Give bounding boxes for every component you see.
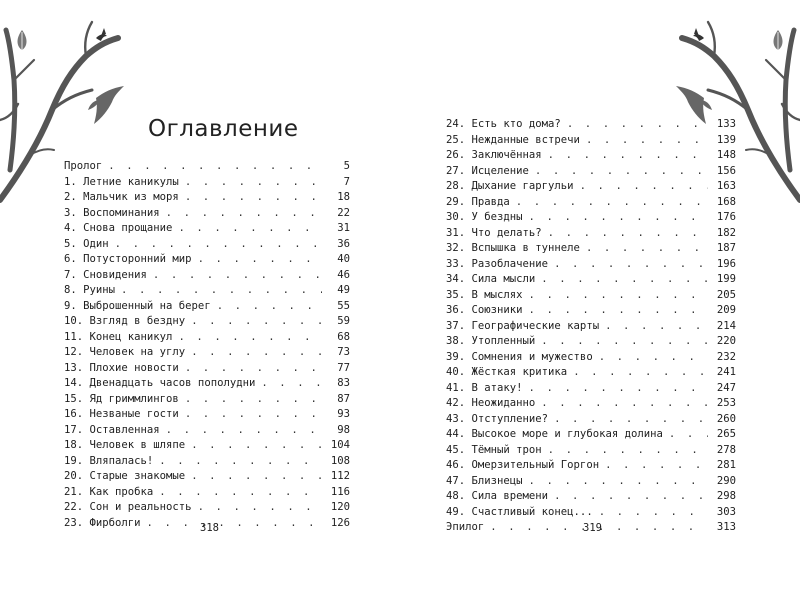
toc-entry-title: 8. Руины bbox=[64, 284, 116, 296]
dot-leader bbox=[147, 516, 322, 532]
toc-entry-page: 73 bbox=[337, 346, 350, 358]
toc-entry bbox=[64, 330, 350, 346]
dot-leader bbox=[541, 396, 708, 412]
toc-entry-page: 313 bbox=[716, 521, 736, 533]
dot-leader bbox=[669, 427, 708, 443]
toc-entry-page: 87 bbox=[337, 392, 350, 405]
toc-entry-page: 176 bbox=[716, 211, 736, 223]
toc-list-left bbox=[64, 159, 350, 531]
toc-entry bbox=[64, 206, 350, 222]
toc-entry-page: 40 bbox=[337, 253, 350, 265]
toc-entry-page: 93 bbox=[337, 408, 350, 420]
toc-entry bbox=[446, 226, 736, 242]
dot-leader bbox=[586, 133, 708, 149]
toc-entry bbox=[446, 427, 736, 443]
toc-entry-title: 35. В мыслях bbox=[446, 288, 523, 301]
toc-entry bbox=[446, 319, 736, 335]
toc-entry-title: 46. Омерзительный Горгон bbox=[446, 459, 600, 471]
dot-leader bbox=[153, 268, 322, 284]
toc-entry-page: 187 bbox=[716, 242, 736, 254]
toc-entry-page: 205 bbox=[716, 288, 736, 301]
dot-leader bbox=[599, 350, 708, 366]
toc-entry-title: 17. Оставленная bbox=[64, 423, 160, 436]
toc-entry-title: 10. Взгляд в бездну bbox=[64, 315, 186, 327]
toc-entry-page: 5 bbox=[343, 160, 350, 172]
dot-leader bbox=[535, 164, 708, 180]
toc-entry-title: 34. Сила мысли bbox=[446, 273, 536, 285]
toc-entry-title: 5. Один bbox=[64, 237, 109, 250]
dot-leader bbox=[529, 474, 708, 490]
toc-entry bbox=[446, 489, 736, 505]
dot-leader bbox=[108, 159, 322, 175]
toc-entry bbox=[446, 288, 736, 304]
toc-entry bbox=[64, 237, 350, 253]
toc-entry bbox=[64, 423, 350, 439]
toc-entry-title: 6. Потусторонний мир bbox=[64, 253, 192, 265]
toc-entry-title: 16. Незваные гости bbox=[64, 408, 179, 420]
dot-leader bbox=[178, 330, 322, 346]
toc-entry-page: 59 bbox=[337, 315, 350, 327]
toc-entry-page: 139 bbox=[716, 133, 736, 146]
dot-leader bbox=[185, 407, 322, 423]
toc-entry bbox=[64, 190, 350, 206]
dot-leader bbox=[548, 443, 708, 459]
dot-leader bbox=[529, 288, 708, 304]
dot-leader bbox=[185, 175, 322, 191]
toc-entry bbox=[446, 458, 736, 474]
toc-entry bbox=[64, 469, 350, 485]
dot-leader bbox=[529, 210, 708, 226]
right-page bbox=[400, 0, 800, 600]
dot-leader bbox=[548, 148, 708, 164]
toc-entry-title: 4. Снова прощание bbox=[64, 222, 173, 234]
dot-leader bbox=[159, 454, 322, 470]
dot-leader bbox=[554, 489, 708, 505]
dot-leader bbox=[554, 412, 708, 428]
toc-entry-title: 15. Яд гриммлингов bbox=[64, 392, 179, 405]
toc-entry bbox=[64, 361, 350, 377]
toc-entry-title: 23. Фирболги bbox=[64, 516, 141, 529]
toc-entry-title: 43. Отступление? bbox=[446, 412, 549, 425]
toc-entry-title: 1. Летние каникулы bbox=[64, 175, 179, 188]
toc-entry-page: 49 bbox=[337, 284, 350, 296]
dot-leader bbox=[115, 237, 322, 253]
toc-entry-title: Пролог bbox=[64, 160, 103, 172]
toc-entry-page: 253 bbox=[716, 397, 736, 409]
dot-leader bbox=[261, 376, 322, 392]
toc-entry bbox=[446, 350, 736, 366]
bird-icon bbox=[693, 28, 704, 41]
toc-entry-title: 14. Двенадцать часов пополудни bbox=[64, 377, 256, 389]
toc-entry-page: 7 bbox=[343, 175, 350, 188]
toc-entry bbox=[64, 268, 350, 284]
toc-entry-title: 20. Старые знакомые bbox=[64, 470, 186, 482]
toc-entry-title: 36. Союзники bbox=[446, 304, 523, 316]
toc-entry-page: 168 bbox=[716, 195, 736, 208]
toc-entry-title: 29. Правда bbox=[446, 195, 510, 208]
dot-leader bbox=[541, 272, 708, 288]
toc-entry-page: 199 bbox=[716, 273, 736, 285]
dot-leader bbox=[191, 314, 322, 330]
swallow-icon bbox=[88, 86, 124, 124]
dot-leader bbox=[166, 206, 322, 222]
toc-entry bbox=[64, 345, 350, 361]
toc-entry bbox=[64, 314, 350, 330]
toc-entry-title: 27. Исцеление bbox=[446, 164, 529, 177]
toc-entry-page: 116 bbox=[330, 485, 350, 498]
toc-entry-page: 126 bbox=[330, 516, 350, 529]
toc-entry-title: 28. Дыхание гаргульи bbox=[446, 180, 574, 192]
dot-leader bbox=[121, 283, 322, 299]
toc-entry-title: 7. Сновидения bbox=[64, 268, 147, 281]
dot-leader bbox=[178, 221, 322, 237]
dot-leader bbox=[605, 319, 708, 335]
toc-entry-page: 232 bbox=[716, 350, 736, 363]
toc-entry-title: 12. Человек на углу bbox=[64, 346, 186, 358]
toc-entry-page: 298 bbox=[716, 490, 736, 502]
dot-leader bbox=[185, 361, 322, 377]
toc-entry bbox=[446, 133, 736, 149]
toc-entry-title: 13. Плохие новости bbox=[64, 361, 179, 374]
toc-entry-title: 39. Сомнения и мужество bbox=[446, 350, 593, 363]
dot-leader bbox=[541, 334, 708, 350]
toc-entry-page: 55 bbox=[337, 299, 350, 312]
toc-entry bbox=[446, 210, 736, 226]
toc-entry-page: 36 bbox=[337, 237, 350, 250]
toc-entry bbox=[64, 500, 350, 516]
dot-leader bbox=[567, 117, 708, 133]
toc-entry-title: 45. Тёмный трон bbox=[446, 443, 542, 456]
toc-entry-page: 77 bbox=[337, 361, 350, 374]
toc-entry-page: 220 bbox=[716, 335, 736, 347]
toc-entry-title: 22. Сон и реальность bbox=[64, 501, 192, 513]
toc-entry-page: 278 bbox=[716, 443, 736, 456]
dot-leader bbox=[554, 257, 708, 273]
toc-entry bbox=[446, 195, 736, 211]
toc-entry bbox=[446, 241, 736, 257]
toc-entry bbox=[446, 334, 736, 350]
toc-entry-page: 108 bbox=[330, 454, 350, 467]
toc-entry-title: 25. Нежданные встречи bbox=[446, 133, 580, 146]
toc-entry-page: 281 bbox=[716, 459, 736, 471]
dot-leader bbox=[529, 381, 708, 397]
dot-leader bbox=[191, 438, 322, 454]
toc-entry-title: 32. Вспышка в туннеле bbox=[446, 242, 580, 254]
toc-entry bbox=[446, 474, 736, 490]
toc-entry bbox=[446, 148, 736, 164]
leaf-icon bbox=[18, 30, 27, 50]
leaf-icon bbox=[774, 30, 783, 50]
toc-entry-page: 98 bbox=[337, 423, 350, 436]
dot-leader bbox=[185, 190, 322, 206]
toc-entry bbox=[446, 164, 736, 180]
toc-entry-page: 112 bbox=[330, 470, 350, 482]
dot-leader bbox=[166, 423, 322, 439]
toc-entry-title: 11. Конец каникул bbox=[64, 330, 173, 343]
toc-entry-title: 49. Счастливый конец... bbox=[446, 505, 593, 518]
toc-entry-page: 156 bbox=[716, 164, 736, 177]
toc-entry-page: 209 bbox=[716, 304, 736, 316]
toc-entry bbox=[64, 252, 350, 268]
toc-entry bbox=[446, 303, 736, 319]
toc-entry bbox=[446, 117, 736, 133]
toc-entry-page: 303 bbox=[716, 505, 736, 518]
toc-entry-title: 33. Разоблачение bbox=[446, 257, 549, 270]
toc-entry bbox=[64, 221, 350, 237]
dot-leader bbox=[599, 505, 708, 521]
toc-entry bbox=[446, 179, 736, 195]
toc-entry-page: 31 bbox=[337, 222, 350, 234]
toc-entry-page: 260 bbox=[716, 412, 736, 425]
dot-leader bbox=[586, 241, 708, 257]
toc-entry-page: 46 bbox=[337, 268, 350, 281]
toc-entry-title: 2. Мальчик из моря bbox=[64, 191, 179, 203]
toc-entry-page: 265 bbox=[716, 428, 736, 440]
toc-entry bbox=[64, 392, 350, 408]
dot-leader bbox=[191, 345, 322, 361]
dot-leader bbox=[198, 252, 322, 268]
toc-entry-title: 9. Выброшенный на берег bbox=[64, 299, 211, 312]
toc-entry-page: 182 bbox=[716, 226, 736, 239]
toc-entry-title: 19. Вляпалась! bbox=[64, 454, 154, 467]
toc-entry-page: 22 bbox=[337, 206, 350, 219]
toc-entry bbox=[446, 272, 736, 288]
toc-entry-page: 163 bbox=[716, 180, 736, 192]
toc-entry bbox=[64, 283, 350, 299]
toc-entry-title: 38. Утопленный bbox=[446, 335, 536, 347]
toc-entry-title: 42. Неожиданно bbox=[446, 397, 536, 409]
page-number-left: 318 bbox=[200, 522, 219, 534]
dot-leader bbox=[159, 485, 322, 501]
toc-entry-page: 18 bbox=[337, 191, 350, 203]
toc-entry bbox=[64, 407, 350, 423]
toc-entry-page: 247 bbox=[716, 381, 736, 394]
dot-leader bbox=[191, 469, 322, 485]
page-number-right: 319 bbox=[583, 522, 602, 534]
toc-entry bbox=[64, 299, 350, 315]
dot-leader bbox=[548, 226, 708, 242]
toc-entry-title: 31. Что делать? bbox=[446, 226, 542, 239]
bird-icon bbox=[96, 28, 107, 41]
toc-entry-title: 30. У бездны bbox=[446, 211, 523, 223]
toc-entry bbox=[446, 381, 736, 397]
toc-entry bbox=[446, 365, 736, 381]
toc-entry-page: 133 bbox=[716, 118, 736, 130]
toc-entry-title: Эпилог bbox=[446, 521, 485, 533]
toc-entry bbox=[446, 505, 736, 521]
dot-leader bbox=[217, 299, 322, 315]
toc-entry-page: 148 bbox=[716, 149, 736, 161]
toc-entry bbox=[446, 257, 736, 273]
toc-entry bbox=[446, 396, 736, 412]
toc-entry bbox=[446, 412, 736, 428]
toc-entry-title: 40. Жёсткая критика bbox=[446, 366, 568, 378]
dot-leader bbox=[198, 500, 322, 516]
toc-entry-title: 21. Как пробка bbox=[64, 485, 154, 498]
toc-entry-page: 196 bbox=[716, 257, 736, 270]
toc-entry-title: 24. Есть кто дома? bbox=[446, 118, 561, 130]
toc-entry bbox=[64, 159, 350, 175]
toc-entry-title: 3. Воспоминания bbox=[64, 206, 160, 219]
toc-entry-page: 214 bbox=[716, 319, 736, 332]
toc-entry bbox=[64, 485, 350, 501]
toc-title: Оглавление bbox=[148, 116, 299, 142]
toc-entry bbox=[64, 438, 350, 454]
toc-entry bbox=[64, 454, 350, 470]
toc-entry-title: 44. Высокое море и глубокая долина bbox=[446, 428, 663, 440]
toc-entry-page: 68 bbox=[337, 330, 350, 343]
toc-entry-page: 241 bbox=[716, 366, 736, 378]
toc-entry-page: 290 bbox=[716, 474, 736, 487]
toc-entry-title: 48. Сила времени bbox=[446, 490, 549, 502]
toc-entry-title: 26. Заключённая bbox=[446, 149, 542, 161]
toc-entry bbox=[64, 175, 350, 191]
toc-entry-title: 37. Географические карты bbox=[446, 319, 600, 332]
toc-entry-page: 83 bbox=[337, 377, 350, 389]
toc-entry-title: 41. В атаку! bbox=[446, 381, 523, 394]
dot-leader bbox=[605, 458, 708, 474]
toc-entry-title: 47. Близнецы bbox=[446, 474, 523, 487]
toc-entry bbox=[64, 376, 350, 392]
toc-entry-page: 104 bbox=[330, 439, 350, 451]
toc-list-right bbox=[446, 117, 736, 536]
dot-leader bbox=[516, 195, 708, 211]
dot-leader bbox=[529, 303, 708, 319]
dot-leader bbox=[580, 179, 708, 195]
toc-entry bbox=[446, 443, 736, 459]
toc-entry-page: 120 bbox=[330, 501, 350, 513]
dot-leader bbox=[185, 392, 322, 408]
toc-entry-title: 18. Человек в шляпе bbox=[64, 439, 186, 451]
dot-leader bbox=[573, 365, 708, 381]
